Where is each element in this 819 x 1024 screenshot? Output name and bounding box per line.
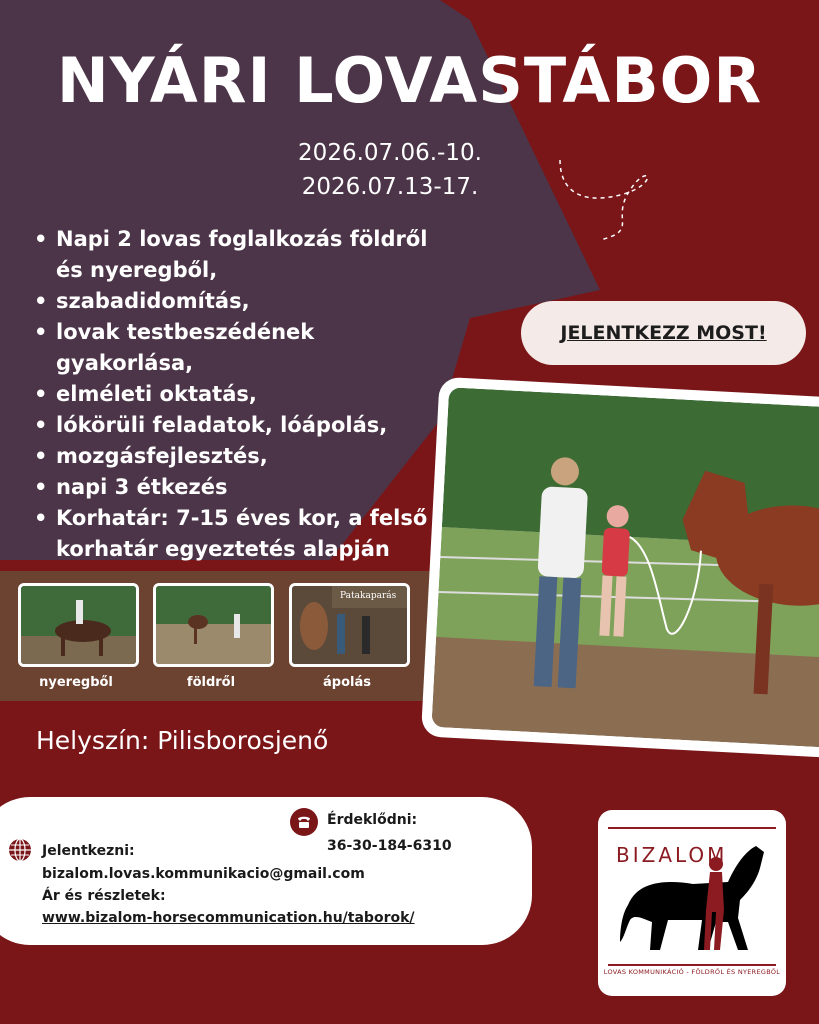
website-link[interactable]: www.bizalom-horsecommunication.hu/taborok/ xyxy=(42,910,415,926)
feature-item: • Korhatár: 7-15 éves kor, a felső korhatár egyeztetés alapján xyxy=(32,503,432,565)
logo-tagline: LOVAS KOMMUNIKÁCIÓ - FÖLDRŐL ÉS NYEREGBŐL xyxy=(603,968,781,976)
thumbnail-label: földről xyxy=(186,675,236,690)
feature-item: • napi 3 étkezés xyxy=(32,472,432,503)
feature-item: • szabadidomítás, xyxy=(32,286,432,317)
groundwork-photo xyxy=(153,583,274,667)
details-label: Ár és részletek: xyxy=(42,888,166,904)
thumbnail-label: ápolás xyxy=(323,675,371,690)
globe-icon xyxy=(8,838,32,862)
main-photo xyxy=(421,377,819,760)
inquiry-label: Érdeklődni: xyxy=(327,812,418,828)
grooming-photo xyxy=(289,583,410,667)
date-range-1: 2026.07.06.-10. xyxy=(298,140,482,166)
phone-number[interactable]: 36-30-184-6310 xyxy=(327,838,452,854)
page-title: NYÁRI LOVASTÁBOR xyxy=(56,44,763,117)
register-now-label: JELENTKEZZ MOST! xyxy=(560,322,767,344)
register-label: Jelentkezni: xyxy=(42,843,135,859)
date-range-2: 2026.07.13-17. xyxy=(301,174,479,200)
phone-icon xyxy=(290,808,318,836)
register-now-button[interactable] xyxy=(521,301,806,365)
feature-item: • mozgásfejlesztés, xyxy=(32,441,432,472)
feature-item: • lovak testbeszédének gyakorlása, xyxy=(32,317,432,379)
location-text: Helyszín: Pilisborosjenő xyxy=(36,726,329,755)
riding-photo xyxy=(18,583,139,667)
feature-item: • lókörüli feladatok, lóápolás, xyxy=(32,410,432,441)
feature-item: • Napi 2 lovas foglalkozás földről és nyeregből, xyxy=(32,224,432,286)
email-address[interactable]: bizalom.lovas.kommunikacio@gmail.com xyxy=(42,866,365,882)
logo-name: BIZALOM xyxy=(616,843,728,867)
grooming-sign-text: Patakaparás xyxy=(340,591,397,601)
camp-dates xyxy=(290,136,490,204)
feature-item: • elméleti oktatás, xyxy=(32,379,432,410)
feature-list xyxy=(32,224,432,565)
thumbnail-label: nyeregből xyxy=(39,675,113,690)
